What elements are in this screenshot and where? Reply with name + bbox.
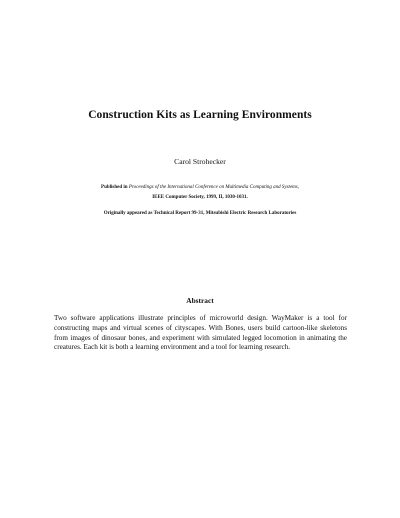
publication-details: IEEE Computer Society, 1999, II, 1030-1031.: [152, 194, 248, 200]
abstract-body: Two software applications illustrate principles of microworld design. WayMaker is a tool for constructing maps and virtual scenes of cityscapes. With Bones, users build cartoon-like skeletons from images of dinosaur bones, and experiment with simulated legged locomotion in animating the creatures. Each kit is both a learning environment and a tool for learning research.: [54, 314, 347, 352]
publication-venue-line: [40, 183, 360, 193]
publication-prefix: Published in: [101, 185, 128, 190]
abstract-heading: Abstract: [186, 296, 214, 305]
publication-info: [40, 183, 360, 202]
original-appearance-note: Originally appeared as Technical Report 99-31, Mitsubishi Electric Research Laboratories: [103, 211, 297, 216]
paper-title: Construction Kits as Learning Environments: [88, 109, 312, 121]
author-name: Carol Strohecker: [174, 157, 226, 166]
publication-venue: Proceedings of the International Conference on Multimedia Computing and Systems,: [128, 185, 299, 190]
